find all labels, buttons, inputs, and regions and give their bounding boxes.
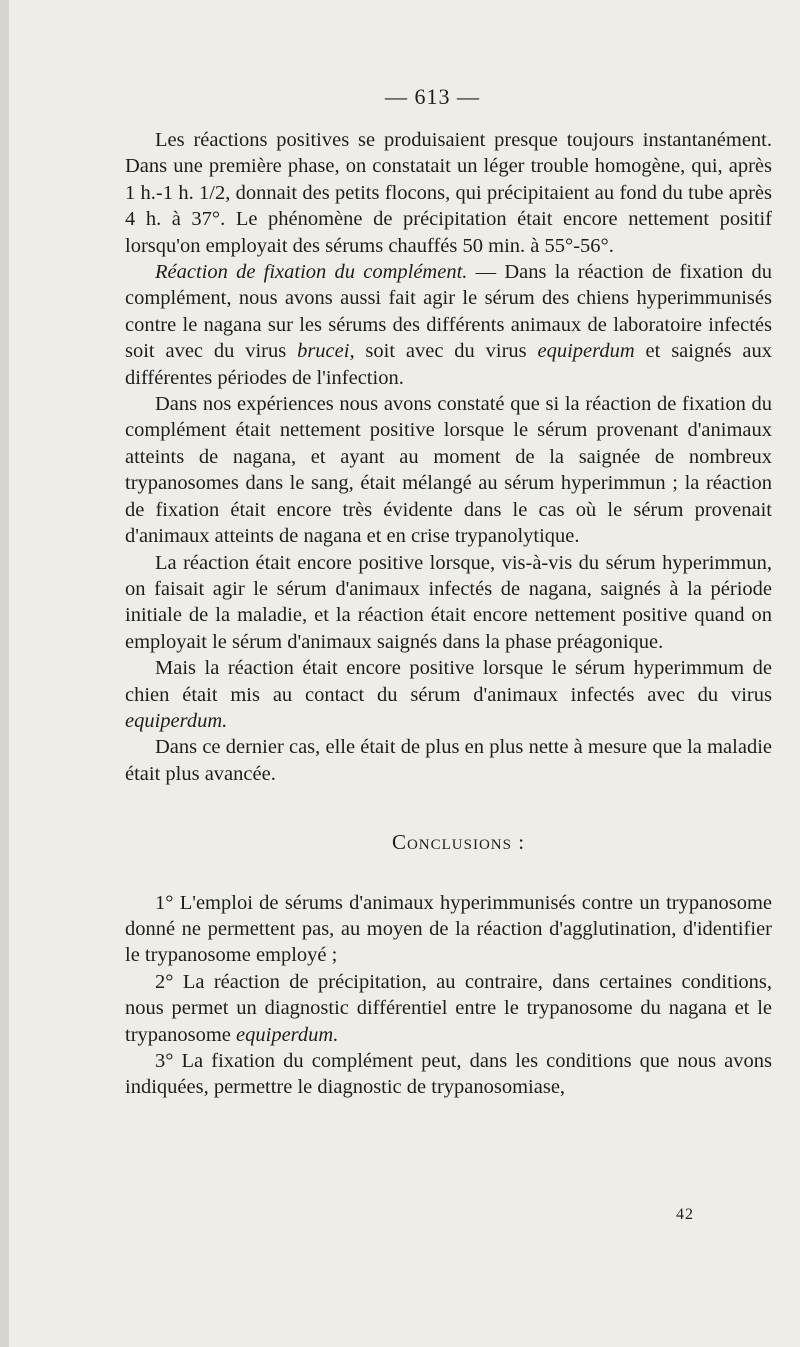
- virus-name: equiperdum.: [236, 1023, 339, 1046]
- paragraph-precipitation: Les réactions positives se produisaient presque toujours instantanément. Dans une première phase, on constatait un léger trouble homogène, qui, après 1 h.-1 h. 1/2, donnait des petits flocons, qui précipitaient au fond du tube après 4 h. à 37°. Le phénomène de précipitation était encore nettement positif lorsqu'on employait des sérums chauffés 50 min. à 55°-56°.: [125, 129, 772, 257]
- conclusion-item-2: 2° La réaction de précipitation, au contraire, dans certaines conditions, nous permet un diagnostic différentiel entre le trypanosome du nagana et le trypanosome equiperdum.: [125, 970, 772, 1046]
- paragraph-initial-period: La réaction était encore positive lorsque, vis-à-vis du sérum hyperimmun, on faisait agir le sérum d'animaux infectés de nagana, saignés à la période initiale de la maladie, et la réaction était encore nettement positive quand on employait le sérum d'animaux saignés dans la phase préagonique.: [125, 551, 772, 653]
- virus-name: brucei,: [297, 340, 355, 363]
- paragraph-fixation-intro: Réaction de fixation du complément. — Dans la réaction de fixation du complément, nous avons aussi fait agir le sérum des chiens hyperimmunisés contre le nagana sur les sérums des différents animaux de laboratoire infectés soit avec du virus brucei, soit avec du virus equiperdum et saignés aux différentes périodes de l'infection.: [125, 261, 772, 389]
- paragraph-last-case: Dans ce dernier cas, elle était de plus en plus nette à mesure que la maladie était plus avancée.: [125, 736, 772, 785]
- paragraph-experiments: Dans nos expériences nous avons constaté que si la réaction de fixation du complément était nettement positive lorsque le sérum provenant d'animaux atteints de nagana, et ayant au moment de la saignée de nombreux trypanosomes dans le sang, était mélangé au sérum hyperimmun ; la réaction de fixation était encore très évidente dans le cas où le sérum provenait d'animaux atteints de nagana et en crise trypanolytique.: [125, 393, 772, 548]
- page-number: — 613 —: [385, 84, 480, 109]
- virus-name: equiperdum.: [125, 709, 228, 732]
- conclusions-heading: Conclusions :: [391, 830, 526, 855]
- conclusion-item-1: 1° L'emploi de sérums d'animaux hyperimmunisés contre un trypanosome donné ne permettent pas, au moyen de la réaction d'agglutination, d'identifier le trypanosome employé ;: [125, 891, 772, 967]
- virus-name: equiperdum: [537, 340, 635, 363]
- paragraph-equiperdum: Mais la réaction était encore positive lorsque le sérum hyperimmum de chien était mis au contact du sérum d'animaux infectés avec du virus equiperdum.: [125, 657, 772, 732]
- section-lead: Réaction de fixation du complément.: [155, 261, 468, 284]
- body-text: [125, 127, 772, 1101]
- conclusion-item-3: 3° La fixation du complément peut, dans les conditions que nous avons indiquées, permettre le diagnostic de trypanosomiase,: [125, 1050, 772, 1099]
- signature-mark: 42: [676, 1206, 694, 1223]
